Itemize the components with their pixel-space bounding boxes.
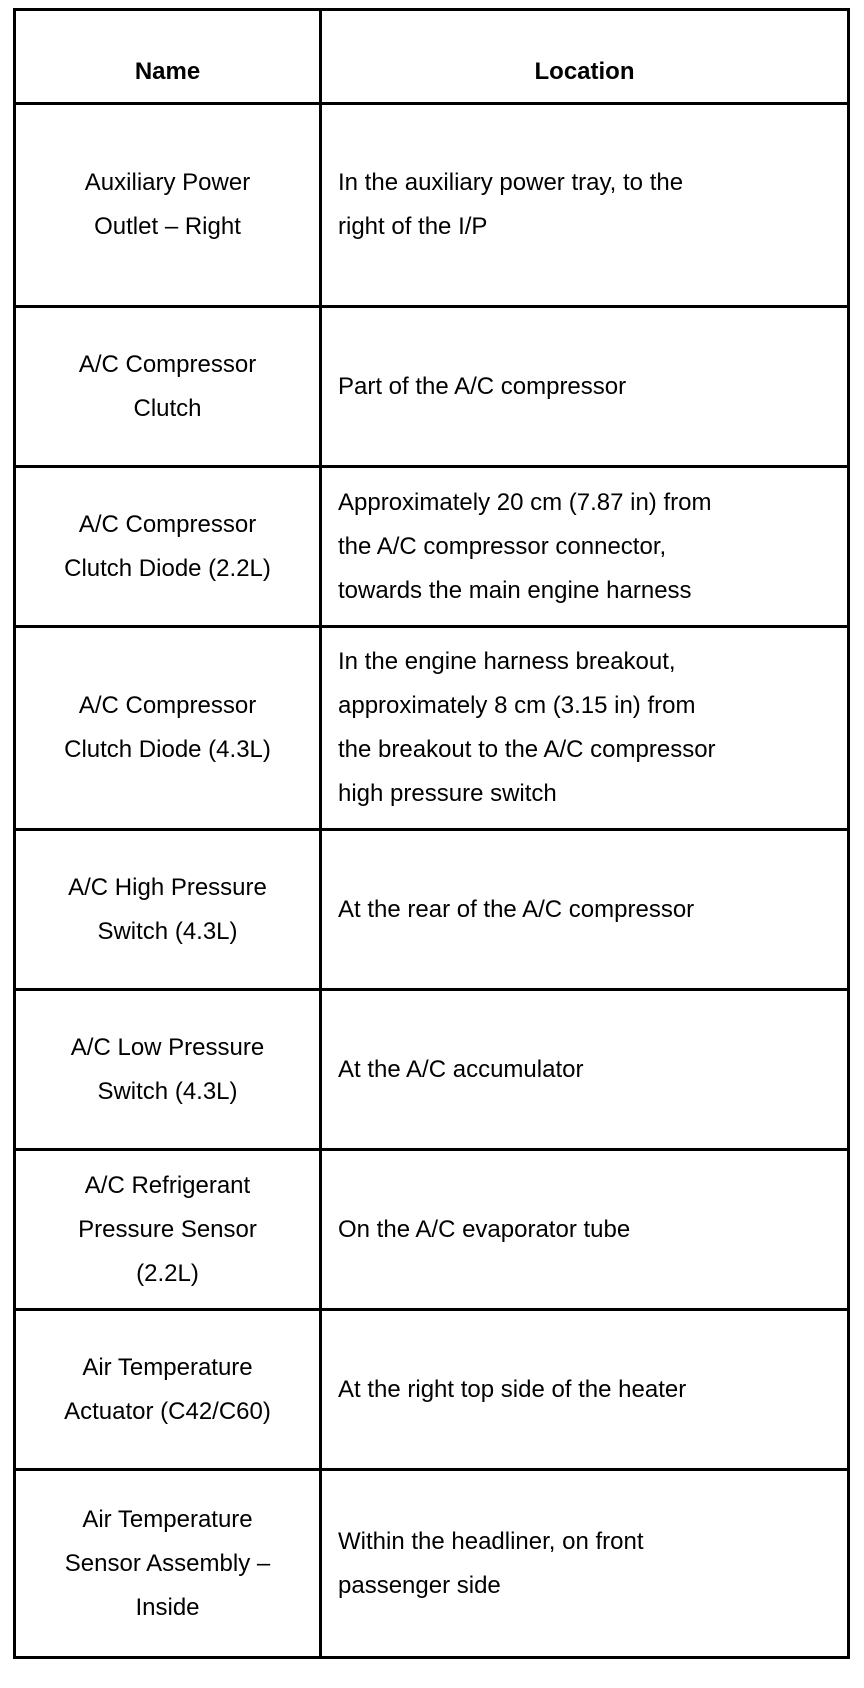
component-location-line: At the rear of the A/C compressor <box>338 895 695 923</box>
component-location-line: Within the headliner, on front <box>338 1527 644 1555</box>
component-location-line: In the auxiliary power tray, to the <box>338 169 684 196</box>
component-location-cell <box>321 307 849 467</box>
component-name-line: Clutch Diode (4.3L) <box>64 736 271 763</box>
component-name-line: A/C High Pressure <box>68 873 267 901</box>
component-name-cell <box>15 830 321 990</box>
table-row <box>15 1470 849 1658</box>
component-location-line: right of the I/P <box>338 213 488 240</box>
table-row <box>15 104 849 307</box>
table-row <box>15 627 849 830</box>
table-row <box>15 467 849 627</box>
component-location-cell <box>321 1470 849 1658</box>
component-location-line: passenger side <box>338 1571 501 1599</box>
component-name-line: A/C Refrigerant <box>84 1171 251 1199</box>
component-location-cell <box>321 627 849 830</box>
table-row <box>15 830 849 990</box>
component-location-cell <box>321 467 849 627</box>
component-location-line: Approximately 20 cm (7.87 in) from <box>338 488 712 516</box>
component-name-cell <box>15 990 321 1150</box>
component-name-line: Air Temperature <box>82 1353 253 1381</box>
component-name-line: Switch (4.3L) <box>97 1077 238 1105</box>
component-name-line: Air Temperature <box>82 1505 253 1533</box>
component-location-cell <box>321 104 849 307</box>
component-location-line: Part of the A/C compressor <box>338 372 627 400</box>
component-location-table <box>13 8 850 1659</box>
component-name-line: A/C Compressor <box>78 350 257 378</box>
table-body <box>15 104 849 1658</box>
component-location-line: In the engine harness breakout, <box>338 648 676 675</box>
component-location-cell <box>321 1150 849 1310</box>
component-location-line: the A/C compressor connector, <box>338 532 667 560</box>
component-name-cell <box>15 467 321 627</box>
table-row <box>15 1310 849 1470</box>
component-location-cell <box>321 1310 849 1470</box>
component-location-line: towards the main engine harness <box>338 576 692 604</box>
component-name-line: Switch (4.3L) <box>97 917 238 945</box>
component-name-cell <box>15 1310 321 1470</box>
component-name-cell <box>15 1470 321 1658</box>
component-name-line: Outlet – Right <box>94 213 241 240</box>
component-name-line: Pressure Sensor <box>78 1215 257 1243</box>
component-name-cell <box>15 1150 321 1310</box>
header-location: Location <box>321 10 849 104</box>
component-name-line: Sensor Assembly – <box>64 1549 271 1577</box>
component-name-line: A/C Low Pressure <box>70 1033 265 1061</box>
component-name-line: Auxiliary Power <box>84 169 251 196</box>
component-name-cell <box>15 307 321 467</box>
component-location-cell <box>321 830 849 990</box>
component-name-line: A/C Compressor <box>78 692 257 719</box>
component-location-line: At the A/C accumulator <box>338 1055 584 1083</box>
component-name-line: A/C Compressor <box>78 510 257 538</box>
component-name-cell <box>15 104 321 307</box>
component-location-line: high pressure switch <box>338 780 557 807</box>
table-row <box>15 1150 849 1310</box>
component-name-line: Actuator (C42/C60) <box>64 1397 271 1425</box>
table-row <box>15 990 849 1150</box>
component-location-line: At the right top side of the heater <box>338 1375 687 1403</box>
table-header-row <box>15 10 849 104</box>
component-location-line: approximately 8 cm (3.15 in) from <box>338 692 696 719</box>
component-name-line: (2.2L) <box>136 1259 199 1287</box>
component-location-line: the breakout to the A/C compressor <box>338 736 716 763</box>
component-name-line: Clutch Diode (2.2L) <box>64 554 271 582</box>
table-row <box>15 307 849 467</box>
component-name-line: Clutch <box>133 394 202 422</box>
component-location-cell <box>321 990 849 1150</box>
component-name-cell <box>15 627 321 830</box>
header-name: Name <box>15 10 321 104</box>
component-name-line: Inside <box>135 1593 200 1621</box>
component-location-line: On the A/C evaporator tube <box>338 1215 631 1243</box>
